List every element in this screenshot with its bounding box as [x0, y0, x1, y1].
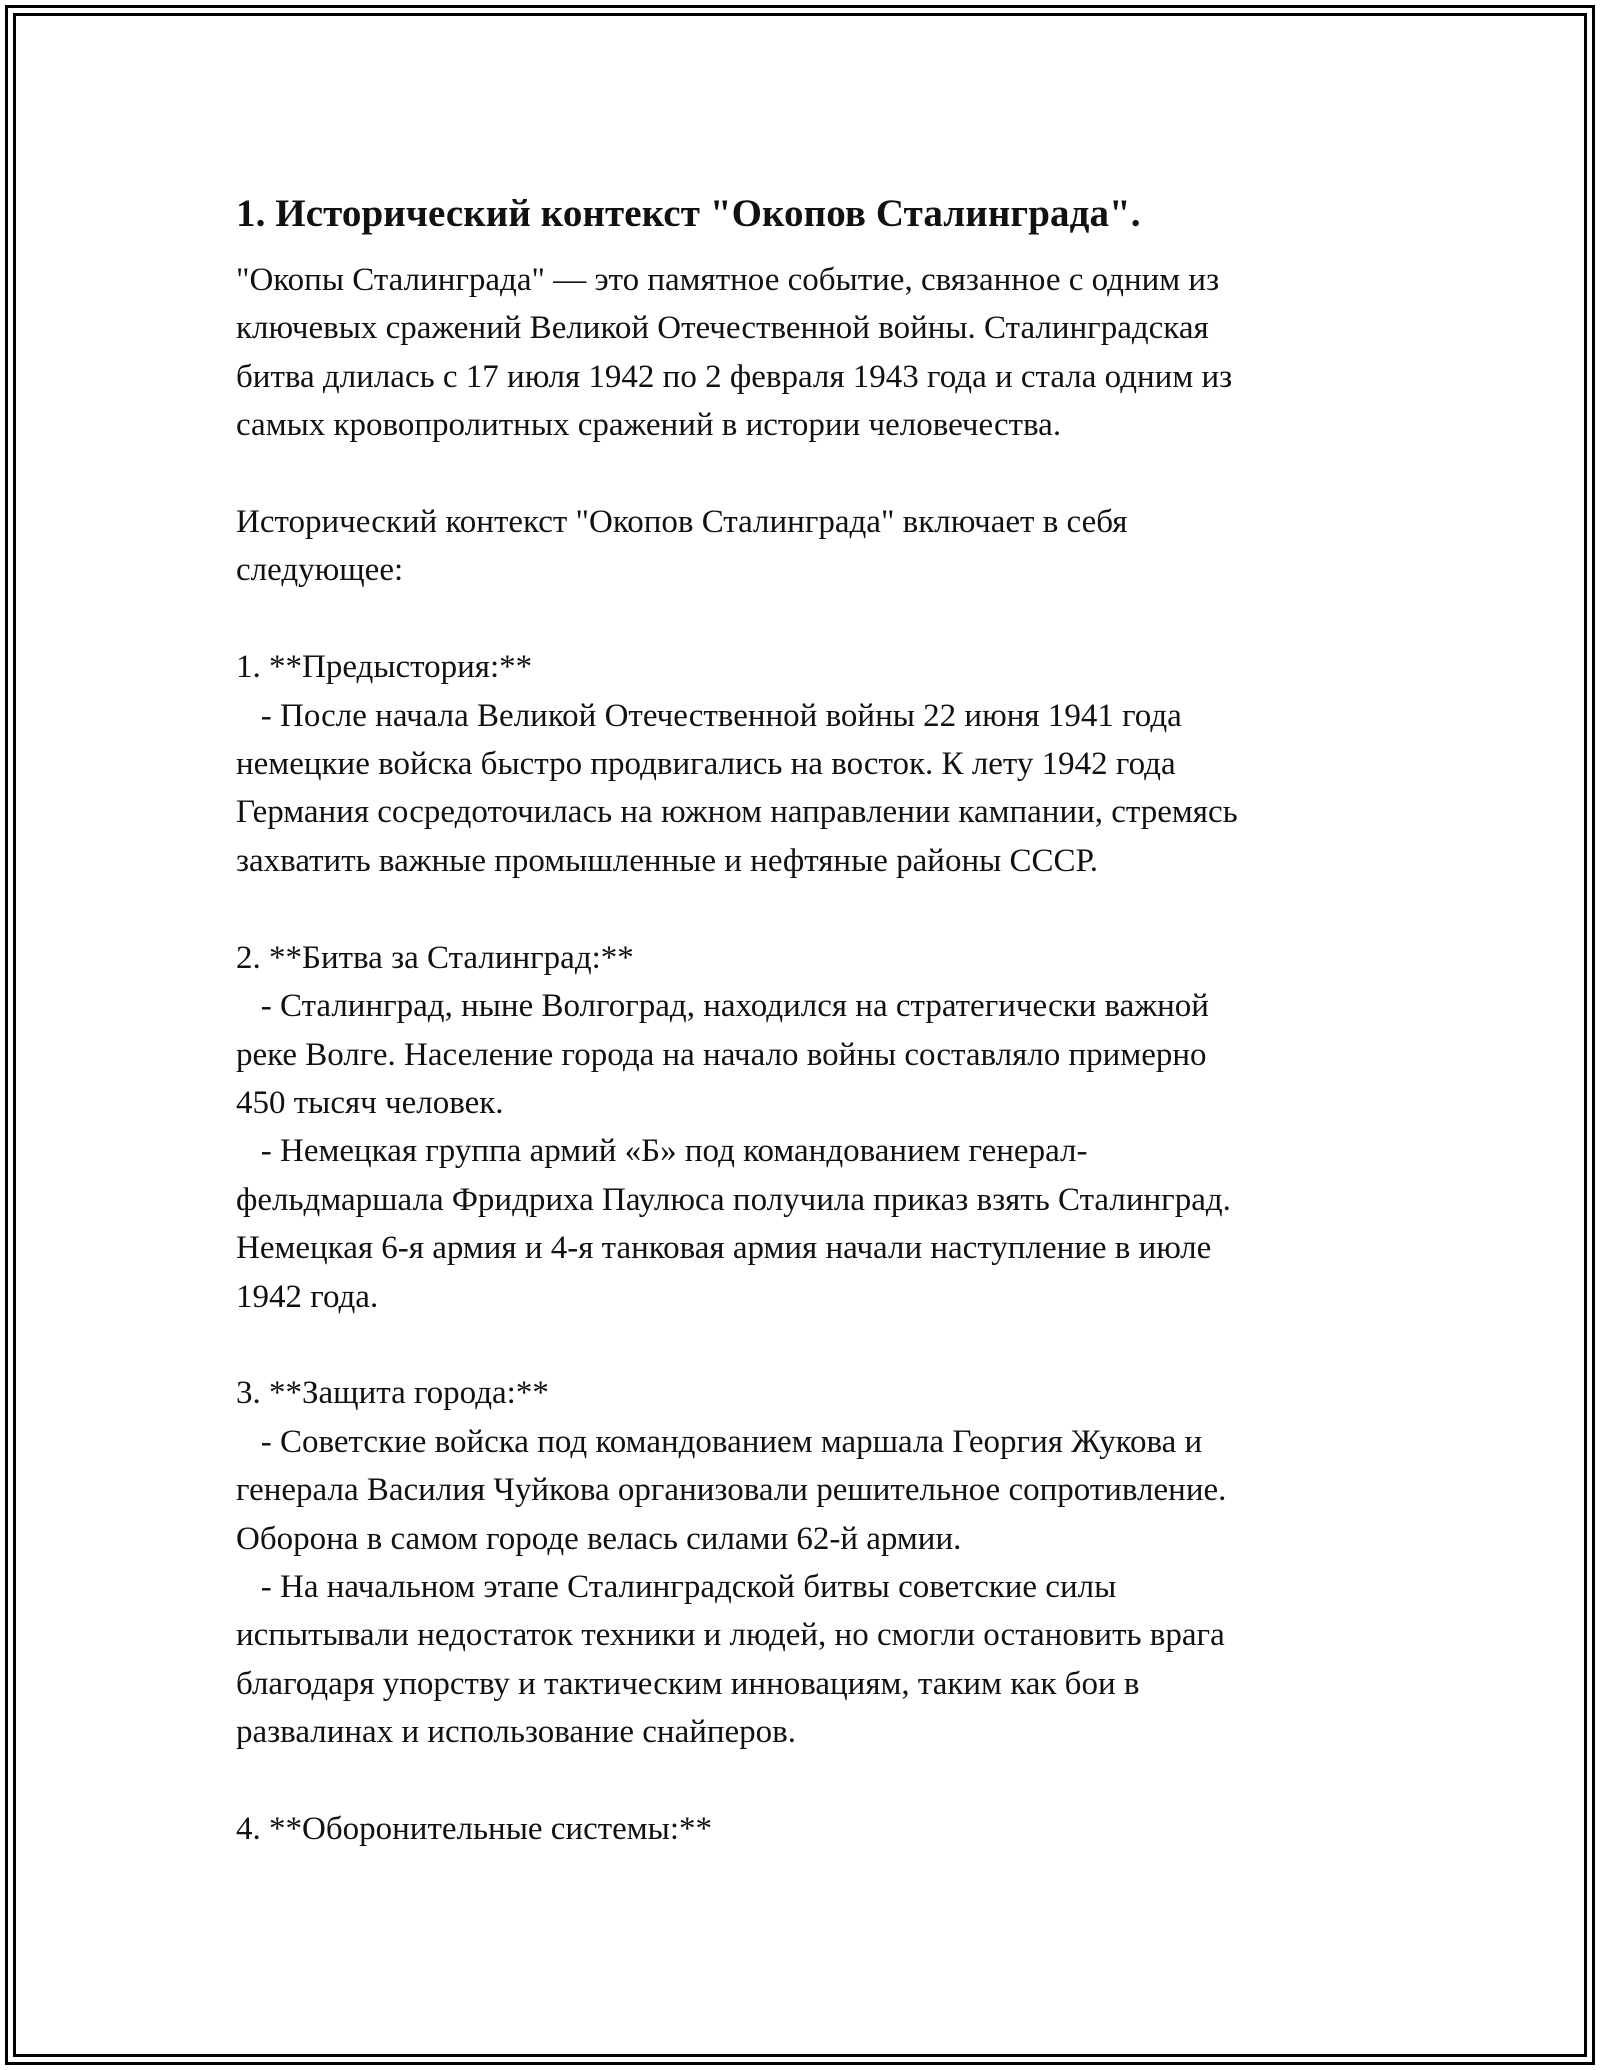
document-title: 1. Исторический контекст "Окопов Сталинграда".: [236, 192, 1141, 235]
document-content: [236, 188, 1376, 1853]
document-body: "Окопы Сталинграда" — это памятное событие, связанное с одним из ключевых сражений Великой Отечественной войны. Сталинградская битва длилась с 17 июля 1942 по 2 февраля 1943 года и стала одним из самых кровопролитных сражений в истории человечества. Исторический контекст "Окопов Сталинграда" включает в себя следующее: 1. **Предыстория:** - После начала Великой Отечественной войны 22 июня 1941 года немецкие войска быстро продвигались на восток. К лету 1942 года Германия сосредоточилась на южном направлении кампании, стремясь захватить важные промышленные и нефтяные районы СССР. 2. **Битва за Сталинград:** - Сталинград, ныне Волгоград, находился на стратегически важной реке Волге. Население города на начало войны составляло примерно 450 тысяч человек. - Немецкая группа армий «Б» под командованием генерал- фельдмаршала Фридриха Паулюса получила приказ взять Сталинград. Немецкая 6-я армия и 4-я танковая армия начали наступление в июле 1942 года. 3. **Защита города:** - Советские войска под командованием маршала Георгия Жукова и генерала Василия Чуйкова организовали решительное сопротивление. Оборона в самом городе велась силами 62-й армии. - На начальном этапе Сталинградской битвы советские силы испытывали недостаток техники и людей, но смогли остановить врага благодаря упорству и тактическим инновациям, таким как бои в развалинах и использование снайперов. 4. **Оборонительные системы:**: [236, 262, 1238, 1847]
